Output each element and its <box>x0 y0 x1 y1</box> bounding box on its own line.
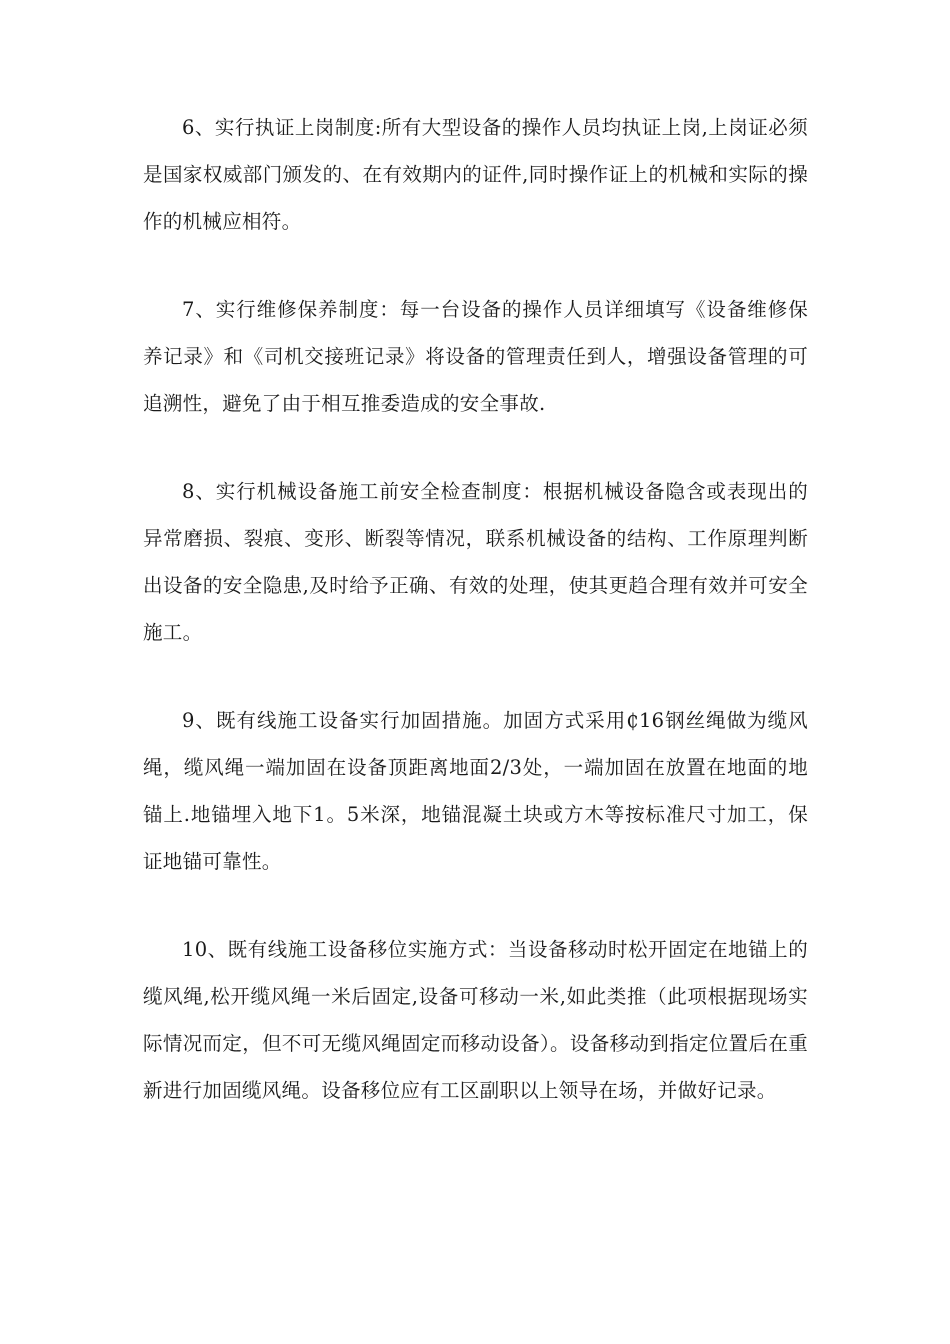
paragraph-10: 10、既有线施工设备移位实施方式：当设备移动时松开固定在地锚上的缆风绳,松开缆风绳一米后固定,设备可移动一米,如此类推（此项根据现场实际情况而定，但不可无缆风绳固定而移动设备）。设备移动到指定位置后在重新进行加固缆风绳。设备移位应有工区副职以上领导在场，并做好记录。 <box>143 938 808 1102</box>
paragraph-6: 6、实行执证上岗制度:所有大型设备的操作人员均执证上岗,上岗证必须是国家权威部门颁发的、在有效期内的证件,同时操作证上的机械和实际的操作的机械应相符。 <box>143 116 808 233</box>
paragraph-8: 8、实行机械设备施工前安全检查制度：根据机械设备隐含或表现出的异常磨损、裂痕、变形、断裂等情况，联系机械设备的结构、工作原理判断出设备的安全隐患,及时给予正确、有效的处理，使其更趋合理有效并可安全施工。 <box>143 480 808 644</box>
paragraph-9: 9、既有线施工设备实行加固措施。加固方式采用₵16钢丝绳做为缆风绳，缆风绳一端加固在设备顶距离地面2/3处，一端加固在放置在地面的地锚上.地锚埋入地下1。5米深，地锚混凝土块或方木等按标准尺寸加工，保证地锚可靠性。 <box>143 709 808 873</box>
document-body <box>143 104 808 1155</box>
paragraph-7: 7、实行维修保养制度：每一台设备的操作人员详细填写《设备维修保养记录》和《司机交接班记录》将设备的管理责任到人，增强设备管理的可追溯性，避免了由于相互推委造成的安全事故. <box>143 298 808 415</box>
